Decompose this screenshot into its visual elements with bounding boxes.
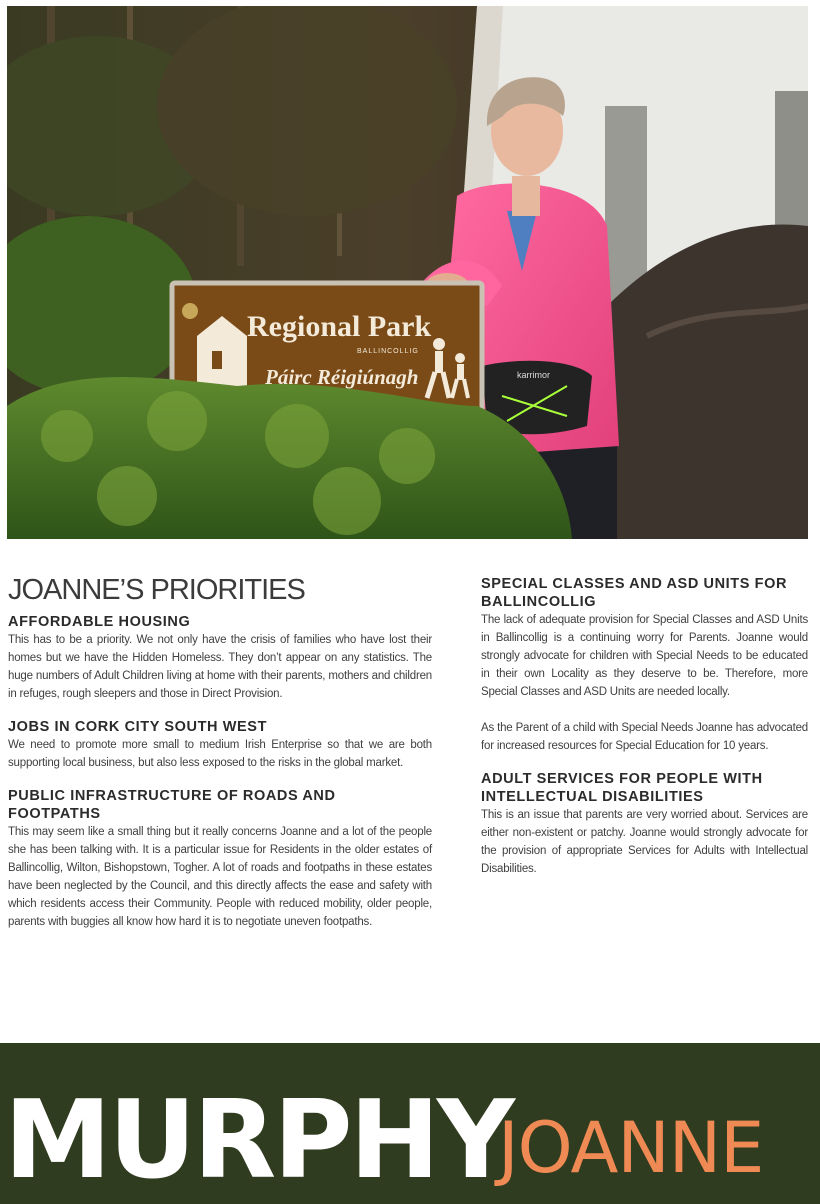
bag-brand-label: karrimor [517, 370, 550, 380]
section-body-jobs: We need to promote more small to medium Irish Enterprise so that we are both supporting local business, but also less exposed to the risks in the global market. [8, 739, 432, 769]
section-body-infrastructure: This may seem like a small thing but it really concerns Joanne and a lot of the people she has been talking with. It is a particular issue for Residents in the older estates of Ballincollig, Wilton, Bishopstown, Togher. A lot of roads and footpaths in these estates have been neglected by the Council, and this directly affects the ease and safety with which residents access their Community. People with reduced mobility, older people, parents with buggies all know how hard it is to negotiate uneven footpaths. [8, 826, 432, 928]
candidate-firstname: JOANNE [498, 1107, 764, 1189]
section-body-affordable-housing: This has to be a priority. We not only have the crisis of families who have lost their homes but we have the Hidden Homeless. They don’t appear on any statistics. The huge numbers of Adult Children living at home with their parents, mothers and children in refuges, rough sleepers and those in Direct Provision. [8, 634, 432, 700]
section-title-infrastructure: PUBLIC INFRASTRUCTURE OF ROADS AND FOOTPATHS [8, 788, 336, 822]
section-body-adult-services: This is an issue that parents are very worried about. Services are either non-existent or patchy. Joanne would strongly advocate for the provision of appropriate Services for Adults with Intellectual Disabilities. [481, 809, 808, 875]
left-column [8, 565, 432, 946]
sign-subtitle: BALLINCOLLIG [357, 348, 419, 355]
photo-illustration [7, 6, 808, 539]
sign-title: Regional Park [247, 310, 432, 343]
section-title-adult-services: ADULT SERVICES FOR PEOPLE WITH INTELLECTUAL DISABILITIES [481, 771, 763, 805]
page-title: JOANNE’S PRIORITIES [8, 574, 305, 606]
section-title-affordable-housing: AFFORDABLE HOUSING [8, 614, 191, 630]
candidate-surname: MURPHY [4, 1078, 513, 1203]
sign-irish-text: Páirc Réigiúnagh [265, 365, 419, 389]
section-title-special-classes: SPECIAL CLASSES AND ASD UNITS FOR BALLINCOLLIG [481, 576, 788, 610]
name-banner [0, 1043, 820, 1204]
section-body-special-classes: The lack of adequate provision for Special Classes and ASD Units in Ballincollig is a continuing worry for Parents. Joanne would strongly advocate for children with Special Needs to be educated in their own Locality as they deserve to be. Therefore, more Special Classes and ASD Units are needed locally. [481, 614, 808, 698]
hero-photo [7, 6, 808, 539]
right-column [481, 565, 808, 893]
section-body-special-classes-2: As the Parent of a child with Special Needs Joanne has advocated for increased resources for Special Education for 10 years. [481, 722, 808, 752]
section-title-jobs: JOBS IN CORK CITY SOUTH WEST [8, 719, 268, 735]
